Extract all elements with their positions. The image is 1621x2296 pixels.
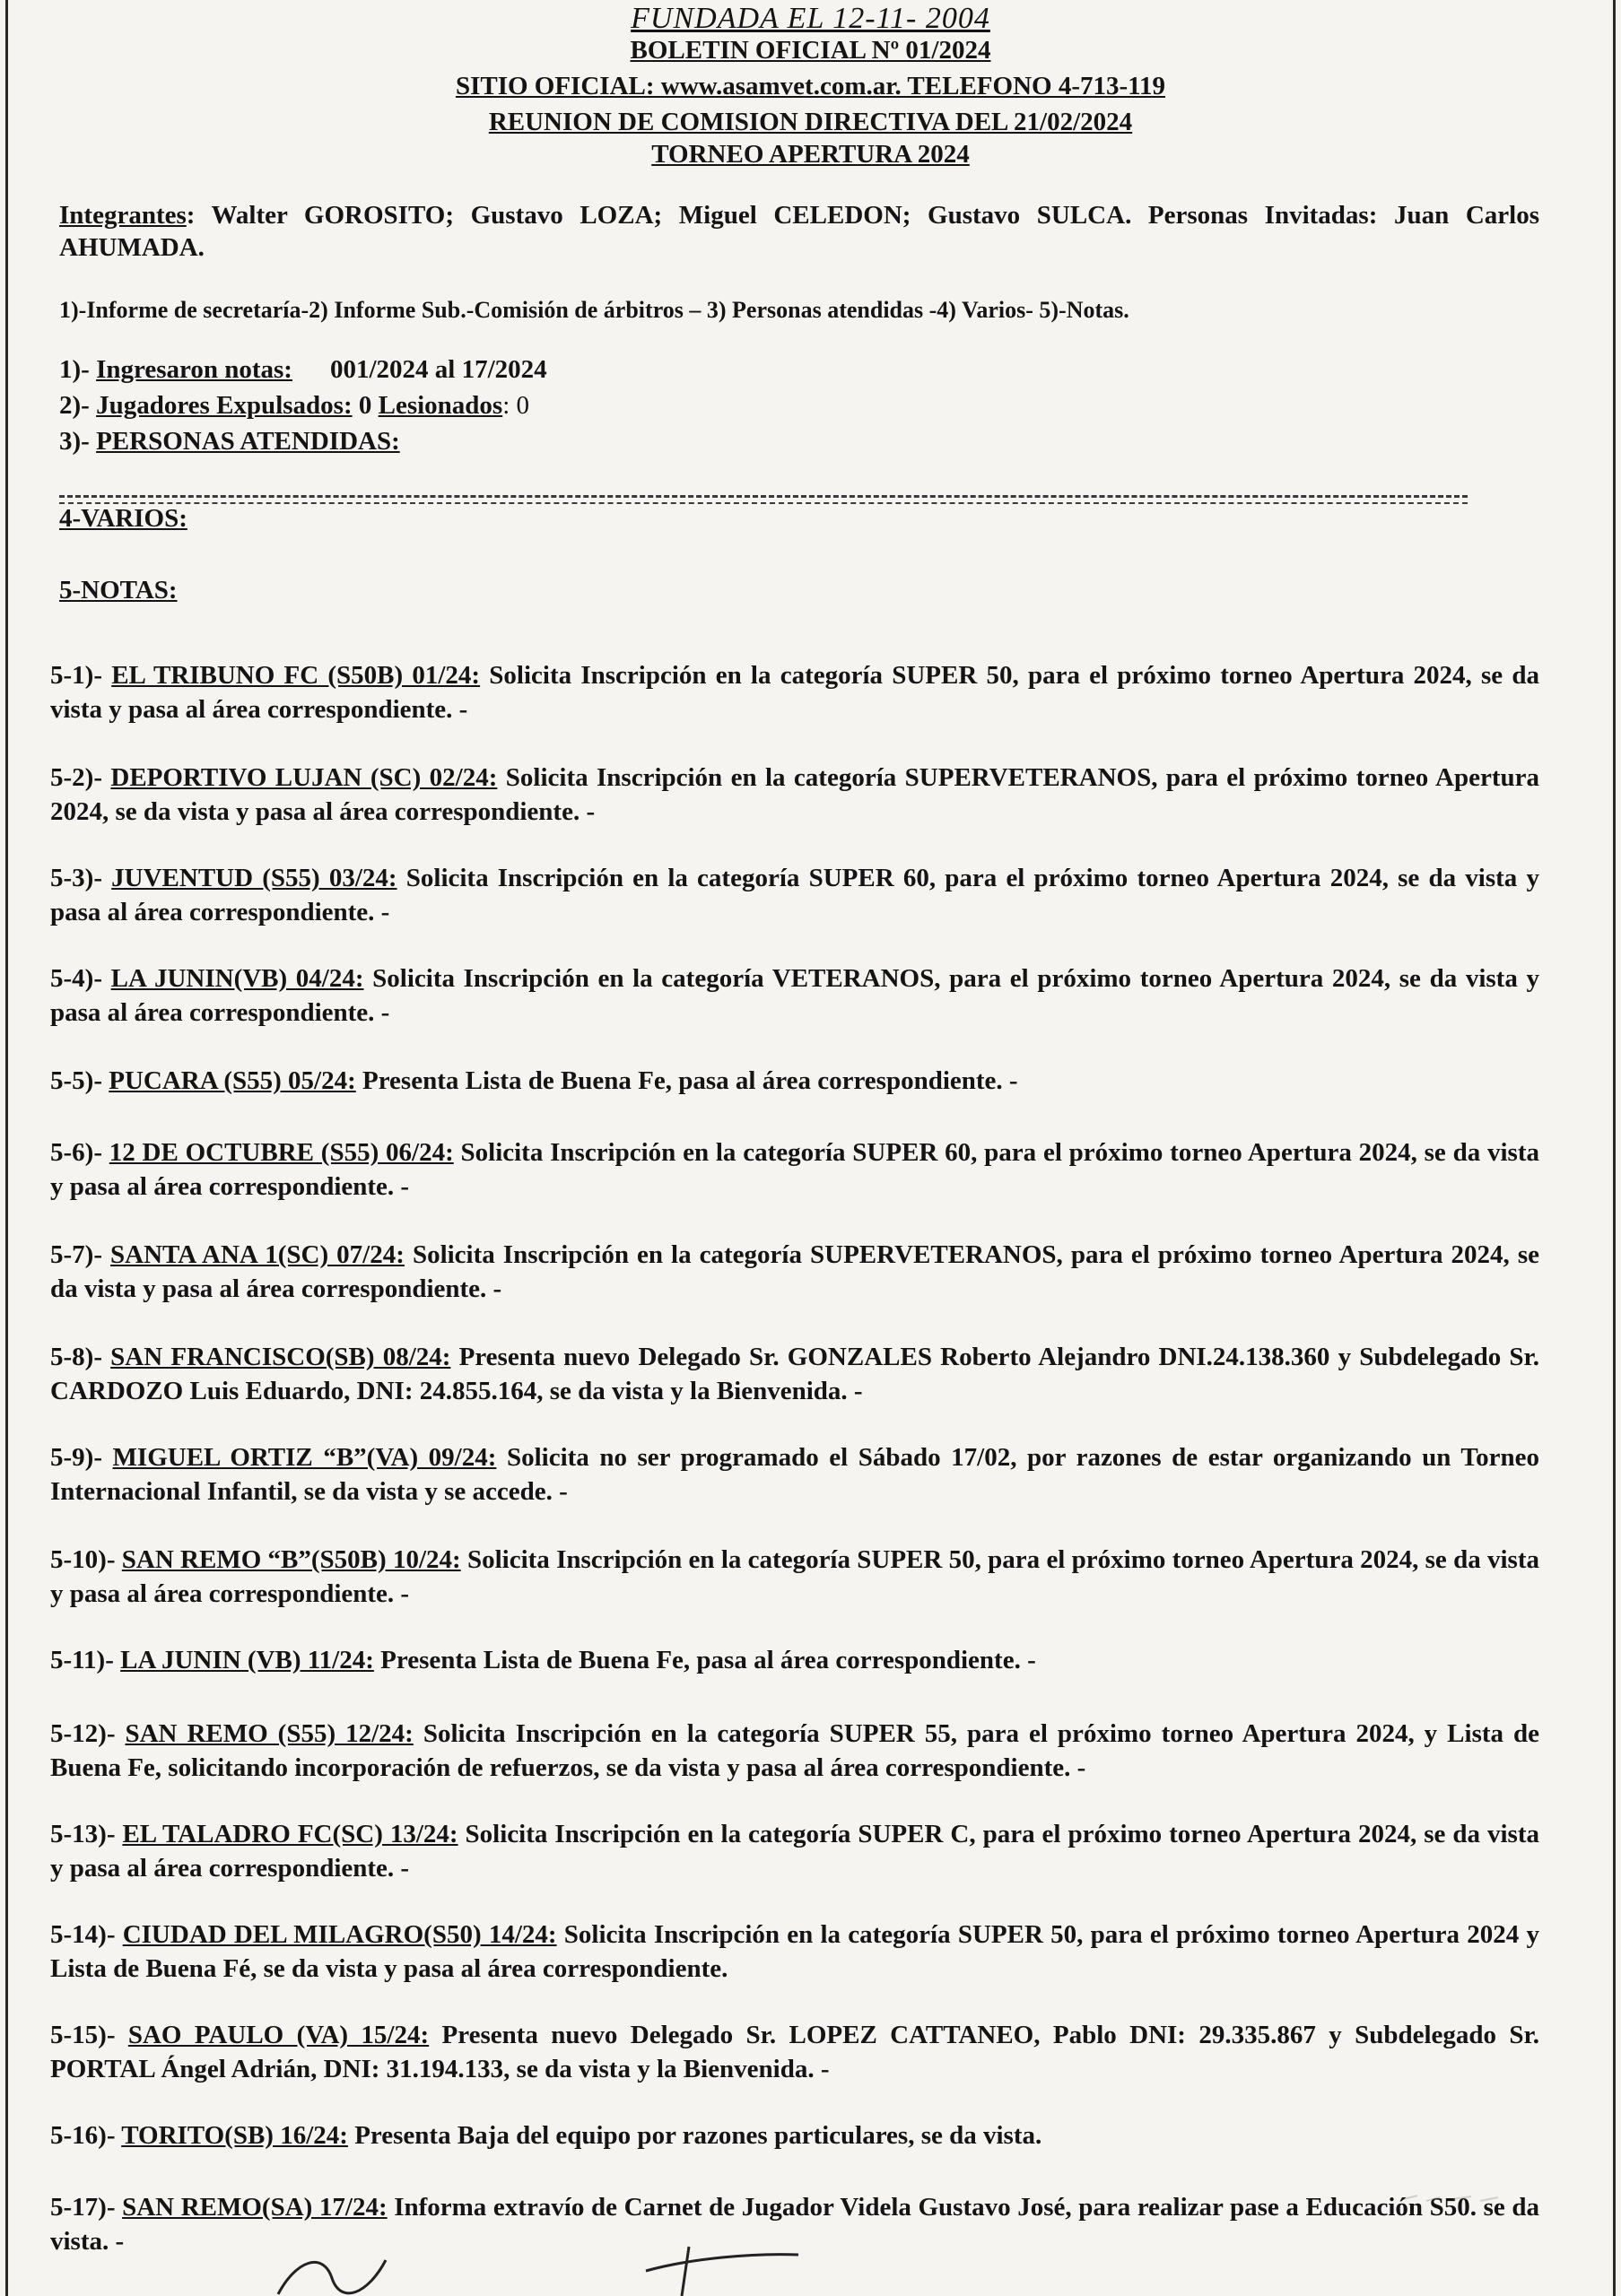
dashed-divider xyxy=(59,495,1468,498)
note-text: Solicita Inscripción en la categoría VETERANOS, para el próximo torneo Apertura 2024, se da vista y pasa al área correspondiente. - xyxy=(50,964,1539,1027)
note-item xyxy=(50,1817,1539,1885)
note-number: 5-14)- xyxy=(50,1920,123,1949)
note-text: Informa extravío de Carnet de Jugador Videla Gustavo José, para realizar pase a Educación S50. se da vista. - xyxy=(50,2193,1539,2256)
page-edge-right xyxy=(1613,0,1616,2296)
section-varios xyxy=(59,502,1539,535)
summary-item-players xyxy=(59,389,1539,422)
note-text: Solicita no ser programado el Sábado 17/02, por razones de estar organizando un Torneo Internacional Infantil, se da vista y se accede. - xyxy=(50,1443,1539,1506)
page-edge-left xyxy=(5,0,8,2296)
meeting-line: REUNION DE COMISION DIRECTIVA DEL 21/02/2024 xyxy=(488,108,1133,136)
summary-item-number: 3)- xyxy=(59,427,97,456)
note-number: 5-4)- xyxy=(50,964,111,993)
note-reference: TORITO(SB) 16/24: xyxy=(121,2121,348,2150)
note-text: Presenta Baja del equipo por razones particulares, se da vista. xyxy=(347,2121,1042,2150)
agenda-line: 1)-Informe de secretaría-2) Informe Sub.-Comisión de árbitros – 3) Personas atendidas -4) Varios- 5)-Notas. xyxy=(59,297,1129,323)
summary-item-label: Jugadores Expulsados: xyxy=(96,391,353,420)
note-text: Solicita Inscripción en la categoría SUPER 55, para el próximo torneo Apertura 2024, y Lista de Buena Fe, solicitando incorporación de refuerzos, se da vista y pasa al área correspondiente. - xyxy=(50,1719,1539,1782)
section-varios-label: 4-VARIOS: xyxy=(59,504,187,533)
note-item xyxy=(50,2118,1539,2152)
note-reference: PUCARA (S55) 05/24: xyxy=(109,1066,356,1095)
note-reference: JUVENTUD (S55) 03/24: xyxy=(111,864,397,892)
note-item xyxy=(50,1643,1539,1677)
note-reference: CIUDAD DEL MILAGRO(S50) 14/24: xyxy=(122,1920,557,1949)
note-reference: LA JUNIN (VB) 11/24: xyxy=(120,1646,374,1674)
note-item xyxy=(50,961,1539,1030)
note-text: Presenta Lista de Buena Fe, pasa al área correspondiente. - xyxy=(373,1646,1036,1674)
note-item xyxy=(50,1135,1539,1204)
note-item xyxy=(50,1340,1539,1408)
summary-item-value: 001/2024 al 17/2024 xyxy=(329,355,547,384)
note-reference: EL TALADRO FC(SC) 13/24: xyxy=(122,1820,458,1848)
note-number: 5-11)- xyxy=(50,1646,121,1674)
note-number: 5-17)- xyxy=(50,2193,123,2222)
bulletin-title: BOLETIN OFICIAL Nº 01/2024 xyxy=(630,36,991,65)
note-number: 5-3)- xyxy=(50,864,112,892)
note-number: 5-1)- xyxy=(50,661,112,690)
note-item xyxy=(50,1440,1539,1509)
summary-item-number: 2)- xyxy=(59,391,97,420)
note-number: 5-2)- xyxy=(50,763,111,792)
official-site-line: SITIO OFICIAL: www.asamvet.com.ar. TELEFONO 4-713-119 xyxy=(455,72,1166,100)
note-text: Solicita Inscripción en la categoría SUPERVETERANOS, para el próximo torneo Apertura 2024, se da vista y pasa al área correspondiente. - xyxy=(50,763,1539,826)
signature-mark xyxy=(269,2242,395,2296)
note-reference: 12 DE OCTUBRE (S55) 06/24: xyxy=(109,1138,454,1167)
note-text: Solicita Inscripción en la categoría SUPER 50, para el próximo torneo Apertura 2024, se da vista y pasa al área correspondiente. - xyxy=(50,661,1539,724)
note-number: 5-8)- xyxy=(50,1343,111,1371)
summary-item-notes xyxy=(59,353,1539,386)
note-item xyxy=(50,2018,1539,2086)
note-item xyxy=(50,1238,1539,1306)
note-text: Solicita Inscripción en la categoría SUPER 50, para el próximo torneo Apertura 2024, se da vista y pasa al área correspondiente. - xyxy=(50,1545,1539,1608)
summary-item-label-injured: Lesionados xyxy=(378,391,503,420)
note-text: Solicita Inscripción en la categoría SUPERVETERANOS, para el próximo torneo Apertura 2024, se da vista y pasa al área correspondiente. - xyxy=(50,1240,1539,1303)
note-text: Solicita Inscripción en la categoría SUPER C, para el próximo torneo Apertura 2024, se da vista y pasa al área correspondiente. - xyxy=(50,1820,1539,1883)
note-item xyxy=(50,1064,1539,1098)
note-reference: SAN REMO (S55) 12/24: xyxy=(125,1719,414,1748)
summary-item-value-injured: : 0 xyxy=(502,391,530,420)
note-number: 5-6)- xyxy=(50,1138,109,1167)
note-number: 5-5)- xyxy=(50,1066,109,1095)
note-text: Presenta nuevo Delegado Sr. GONZALES Roberto Alejandro DNI.24.138.360 y Subdelegado Sr. CARDOZO Luis Eduardo, DNI: 24.855.164, se da vista y la Bienvenida. - xyxy=(50,1343,1539,1405)
note-reference: DEPORTIVO LUJAN (SC) 02/24: xyxy=(110,763,498,792)
members-text: : Walter GOROSITO; Gustavo LOZA; Miguel CELEDON; Gustavo SULCA. Personas Invitadas: Juan Carlos AHUMADA. xyxy=(59,201,1539,262)
faint-stamp-mark xyxy=(1399,2188,1507,2210)
note-item xyxy=(50,1717,1539,1785)
section-notas-label: 5-NOTAS: xyxy=(59,576,178,604)
note-item xyxy=(50,761,1539,829)
note-text: Solicita Inscripción en la categoría SUPER 60, para el próximo torneo Apertura 2024, se da vista y pasa al área correspondiente. - xyxy=(50,864,1539,926)
note-reference: SAN REMO “B”(S50B) 10/24: xyxy=(121,1545,461,1574)
note-number: 5-9)- xyxy=(50,1443,113,1472)
note-text: Solicita Inscripción en la categoría SUPER 60, para el próximo torneo Apertura 2024, se da vista y pasa al área correspondiente. - xyxy=(50,1138,1539,1201)
note-item xyxy=(50,861,1539,929)
note-item xyxy=(50,1543,1539,1611)
signature-mark xyxy=(619,2242,816,2296)
members-paragraph xyxy=(59,199,1539,264)
note-reference: SAN FRANCISCO(SB) 08/24: xyxy=(110,1343,451,1371)
note-reference: SAN REMO(SA) 17/24: xyxy=(122,2193,388,2222)
note-text: Solicita Inscripción en la categoría SUPER 50, para el próximo torneo Apertura 2024 y Lista de Buena Fé, se da vista y pasa al área correspondiente. xyxy=(50,1920,1540,1983)
summary-item-persons xyxy=(59,425,1539,457)
note-item xyxy=(50,658,1539,726)
note-number: 5-10)- xyxy=(50,1545,122,1574)
summary-item-label: PERSONAS ATENDIDAS: xyxy=(96,427,400,456)
note-reference: EL TRIBUNO FC (S50B) 01/24: xyxy=(111,661,481,690)
founded-line: FUNDADA EL 12-11- 2004 xyxy=(631,2,990,35)
note-reference: MIGUEL ORTIZ “B”(VA) 09/24: xyxy=(112,1443,497,1472)
note-item xyxy=(50,1918,1539,1986)
note-reference: SAO PAULO (VA) 15/24: xyxy=(127,2021,430,2049)
section-notas xyxy=(59,574,1539,606)
note-number: 5-13)- xyxy=(50,1820,123,1848)
note-number: 5-7)- xyxy=(50,1240,111,1269)
note-number: 5-16)- xyxy=(50,2121,122,2150)
summary-item-number: 1)- xyxy=(59,355,97,384)
note-text: Presenta Lista de Buena Fe, pasa al área correspondiente. - xyxy=(355,1066,1018,1095)
summary-item-label: Ingresaron notas: xyxy=(96,355,292,384)
note-text: Presenta nuevo Delegado Sr. LOPEZ CATTANEO, Pablo DNI: 29.335.867 y Subdelegado Sr. PORTAL Ángel Adrián, DNI: 31.194.133, se da vista y la Bienvenida. - xyxy=(50,2021,1540,2083)
note-reference: LA JUNIN(VB) 04/24: xyxy=(110,964,364,993)
note-number: 5-12)- xyxy=(50,1719,126,1748)
note-reference: SANTA ANA 1(SC) 07/24: xyxy=(110,1240,405,1269)
summary-item-value: 0 xyxy=(352,391,379,420)
note-number: 5-15)- xyxy=(50,2021,128,2049)
tournament-line: TORNEO APERTURA 2024 xyxy=(651,140,970,169)
members-label: Integrantes xyxy=(59,201,187,230)
